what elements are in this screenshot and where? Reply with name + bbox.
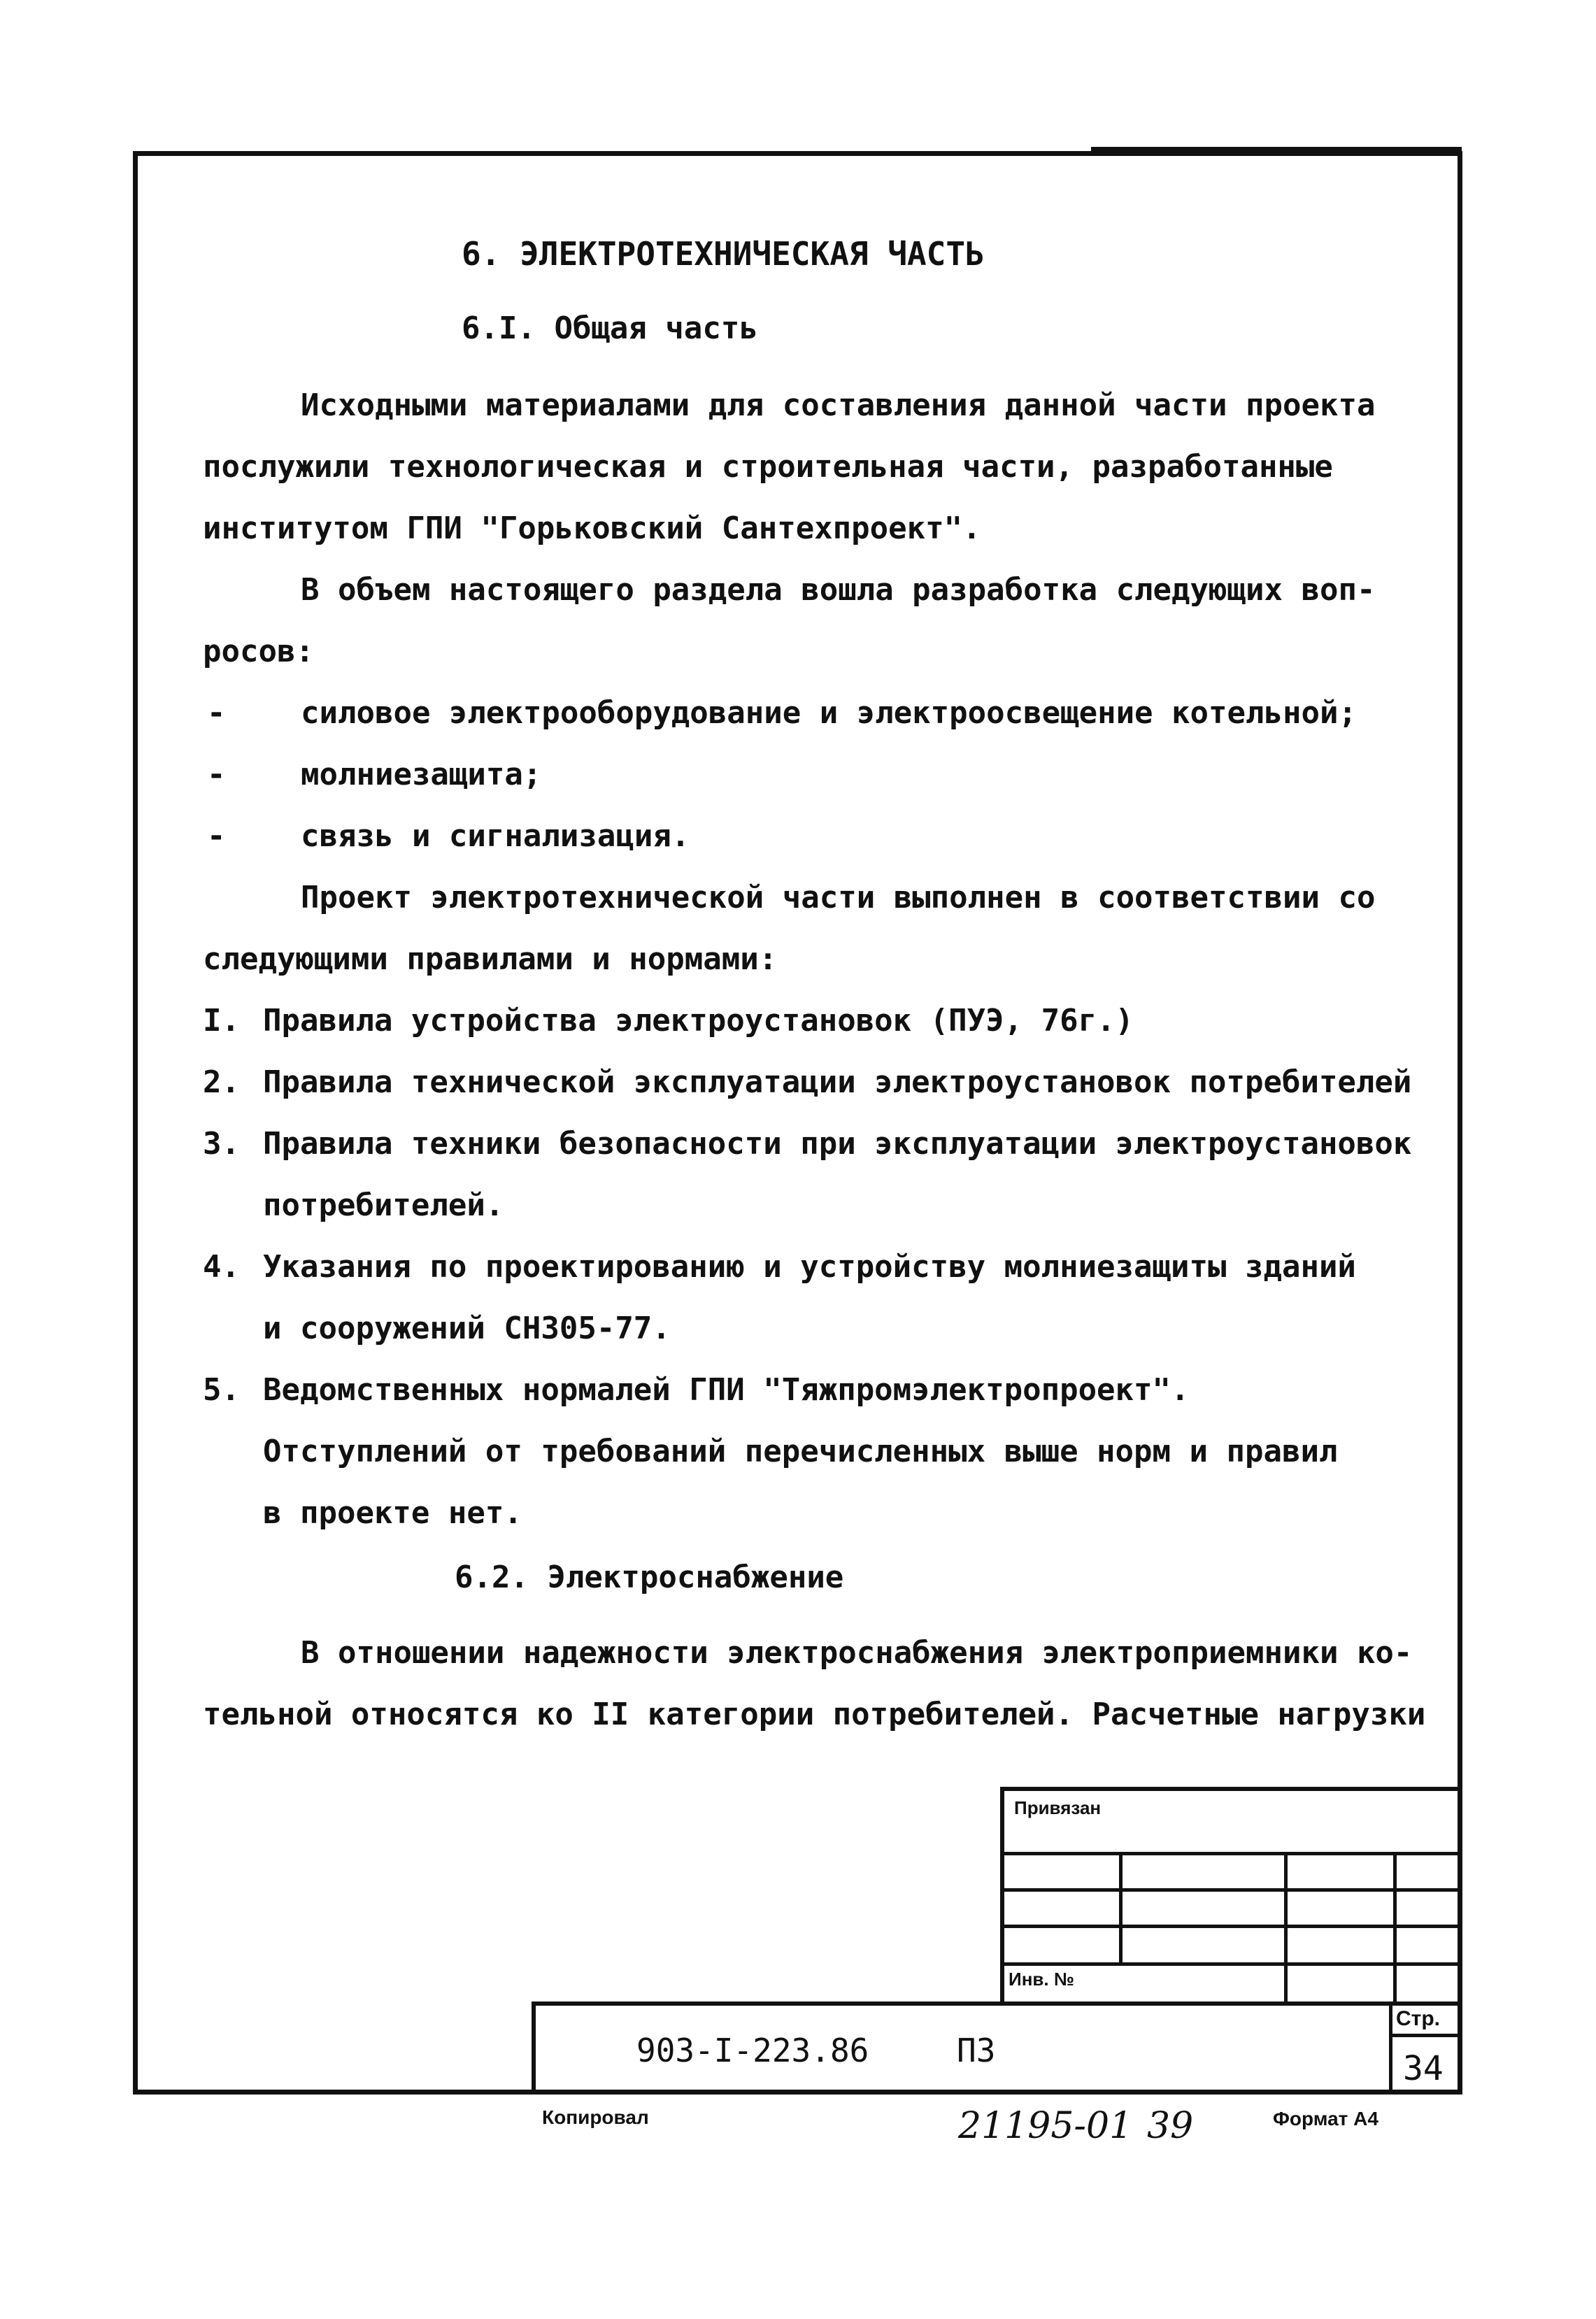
- rule-text-continued: и сооружений СН305-77.: [263, 1311, 671, 1346]
- paragraph-2-line-2: росов:: [203, 634, 314, 669]
- stamp-column-divider: [1393, 1852, 1397, 2006]
- bullet-item: связь и сигнализация.: [301, 818, 690, 854]
- bullet-item: силовое электрооборудование и электроосвещение котельной;: [301, 695, 1357, 731]
- subsection-title-general: 6.I. Общая часть: [462, 311, 758, 346]
- bullet-mark: -: [207, 695, 226, 731]
- paragraph-4-line-1: Отступлений от требований перечисленных выше норм и правил: [263, 1434, 1338, 1469]
- rule-text: Правила технической эксплуатации электроустановок потребителей: [263, 1064, 1412, 1100]
- rule-text: Правила техники безопасности при эксплуатации электроустановок: [263, 1126, 1412, 1162]
- section-title: 6. ЭЛЕКТРОТЕХНИЧЕСКАЯ ЧАСТЬ: [462, 235, 985, 273]
- paragraph-5-line-2: тельной относятся ко II категории потребителей. Расчетные нагрузки: [203, 1697, 1426, 1732]
- page-cell-divider: [1389, 2002, 1392, 2095]
- rule-number: 3.: [203, 1126, 240, 1162]
- bullet-item: молниезащита;: [301, 757, 542, 792]
- paragraph-2-line-1: В объем настоящего раздела вошла разработка следующих воп-: [301, 572, 1376, 608]
- page-number: 34: [1403, 2049, 1444, 2088]
- rule-number: 4.: [203, 1249, 240, 1285]
- paragraph-3-line-1: Проект электротехнической части выполнен в соответствии со: [301, 880, 1376, 915]
- handwritten-sheet-count: 39: [1147, 2105, 1194, 2147]
- subsection-title-power-supply: 6.2. Электроснабжение: [455, 1560, 844, 1595]
- frame-top-accent: [1091, 147, 1462, 154]
- stamp-column-divider: [1284, 1852, 1288, 2006]
- handwritten-number: 21195-01: [958, 2105, 1133, 2147]
- paragraph-1-line-1: Исходными материалами для составления данной части проекта: [301, 387, 1376, 423]
- bullet-mark: -: [207, 818, 226, 854]
- bullet-mark: -: [207, 757, 226, 792]
- rule-text: Ведомственных нормалей ГПИ "Тяжпромэлектропроект".: [263, 1372, 1190, 1408]
- rule-text-continued: потребителей.: [263, 1187, 504, 1223]
- rule-text: Указания по проектированию и устройству молниезащиты зданий: [263, 1249, 1356, 1285]
- rule-number: I.: [203, 1003, 240, 1039]
- document-code: 903-I-223.86: [636, 2032, 869, 2069]
- paragraph-1-line-3: институтом ГПИ "Горьковский Сантехпроект".: [203, 511, 981, 546]
- paragraph-5-line-1: В отношении надежности электроснабжения электроприемники ко-: [301, 1635, 1413, 1671]
- stamp-column-divider: [1119, 1852, 1123, 1962]
- document-type: ПЗ: [957, 2032, 996, 2069]
- rule-number: 5.: [203, 1372, 240, 1408]
- paragraph-3-line-2: следующими правилами и нормами:: [203, 941, 778, 977]
- rule-text: Правила устройства электроустановок (ПУЭ, 76г.): [263, 1003, 1134, 1039]
- copied-by-label: Копировал: [542, 2106, 649, 2128]
- format-label: Формат А4: [1273, 2108, 1378, 2129]
- paragraph-4-line-2: в проекте нет.: [263, 1495, 522, 1531]
- page-cell-divider: [1389, 2034, 1462, 2037]
- attached-label: Привязан: [1014, 1797, 1102, 1818]
- inventory-number-label: Инв. №: [1009, 1969, 1074, 1990]
- paragraph-1-line-2: послужили технологическая и строительная части, разработанные: [203, 449, 1333, 485]
- page-label: Стр.: [1396, 2007, 1441, 2030]
- rule-number: 2.: [203, 1064, 240, 1100]
